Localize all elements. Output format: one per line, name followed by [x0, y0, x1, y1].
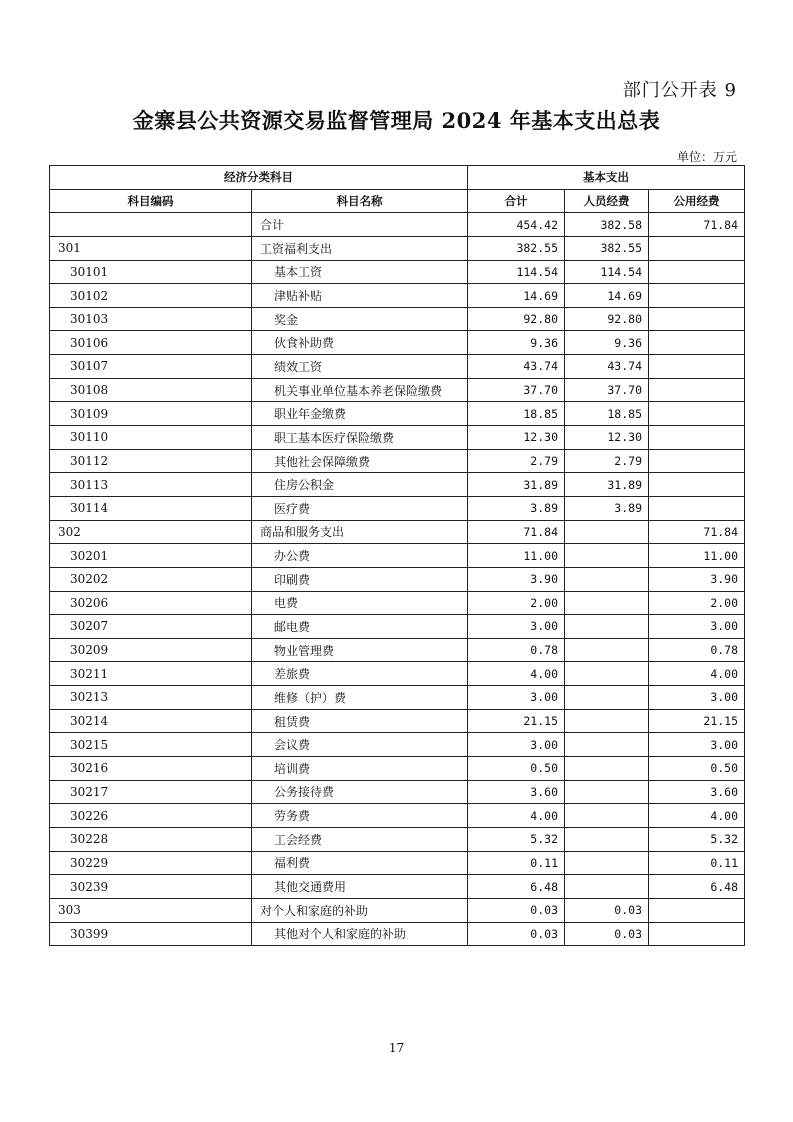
cell-name: 机关事业单位基本养老保险缴费 — [252, 378, 468, 402]
cell-public — [649, 307, 745, 331]
cell-name: 会议费 — [252, 733, 468, 757]
cell-name: 劳务费 — [252, 804, 468, 828]
cell-total: 2.00 — [468, 591, 565, 615]
cell-public: 4.00 — [649, 804, 745, 828]
cell-name: 公务接待费 — [252, 780, 468, 804]
table-row — [50, 851, 745, 875]
cell-code — [50, 213, 252, 237]
cell-name: 职业年金缴费 — [252, 402, 468, 426]
cell-public: 3.60 — [649, 780, 745, 804]
cell-code: 30209 — [50, 638, 252, 662]
cell-personnel — [565, 804, 649, 828]
table-row — [50, 355, 745, 379]
cell-total: 3.60 — [468, 780, 565, 804]
cell-total: 3.00 — [468, 733, 565, 757]
cell-name: 物业管理费 — [252, 638, 468, 662]
header-personnel: 人员经费 — [565, 189, 649, 213]
cell-personnel — [565, 591, 649, 615]
table-row — [50, 567, 745, 591]
cell-total: 5.32 — [468, 827, 565, 851]
cell-code: 30101 — [50, 260, 252, 284]
cell-public — [649, 449, 745, 473]
cell-public: 71.84 — [649, 520, 745, 544]
cell-public — [649, 898, 745, 922]
cell-code: 301 — [50, 236, 252, 260]
cell-name: 办公费 — [252, 544, 468, 568]
cell-name: 维修（护）费 — [252, 686, 468, 710]
cell-name: 工资福利支出 — [252, 236, 468, 260]
cell-name: 印刷费 — [252, 567, 468, 591]
cell-total: 43.74 — [468, 355, 565, 379]
cell-total: 71.84 — [468, 520, 565, 544]
cell-personnel: 382.55 — [565, 236, 649, 260]
cell-total: 0.11 — [468, 851, 565, 875]
cell-public — [649, 426, 745, 450]
table-row — [50, 378, 745, 402]
cell-total: 3.90 — [468, 567, 565, 591]
cell-public — [649, 260, 745, 284]
cell-code: 30112 — [50, 449, 252, 473]
table-row — [50, 284, 745, 308]
cell-public: 3.00 — [649, 615, 745, 639]
table-row — [50, 520, 745, 544]
cell-total: 92.80 — [468, 307, 565, 331]
cell-code: 30215 — [50, 733, 252, 757]
cell-name: 对个人和家庭的补助 — [252, 898, 468, 922]
cell-public — [649, 473, 745, 497]
cell-code: 30108 — [50, 378, 252, 402]
cell-personnel: 382.58 — [565, 213, 649, 237]
cell-total: 454.42 — [468, 213, 565, 237]
cell-code: 30107 — [50, 355, 252, 379]
cell-code: 303 — [50, 898, 252, 922]
table-row — [50, 898, 745, 922]
cell-public: 0.11 — [649, 851, 745, 875]
cell-total: 11.00 — [468, 544, 565, 568]
cell-code: 30226 — [50, 804, 252, 828]
cell-name: 差旅费 — [252, 662, 468, 686]
table-row — [50, 638, 745, 662]
cell-personnel — [565, 638, 649, 662]
cell-public: 3.90 — [649, 567, 745, 591]
cell-personnel — [565, 757, 649, 781]
cell-personnel: 114.54 — [565, 260, 649, 284]
cell-code: 30228 — [50, 827, 252, 851]
cell-code: 30207 — [50, 615, 252, 639]
table-row — [50, 236, 745, 260]
cell-total: 37.70 — [468, 378, 565, 402]
cell-total: 14.69 — [468, 284, 565, 308]
cell-personnel: 3.89 — [565, 496, 649, 520]
header-row-group — [50, 166, 745, 190]
cell-total: 3.89 — [468, 496, 565, 520]
cell-public: 3.00 — [649, 686, 745, 710]
cell-personnel — [565, 780, 649, 804]
table-row — [50, 827, 745, 851]
cell-code: 30110 — [50, 426, 252, 450]
cell-total: 0.50 — [468, 757, 565, 781]
cell-public: 21.15 — [649, 709, 745, 733]
cell-code: 30201 — [50, 544, 252, 568]
cell-personnel — [565, 615, 649, 639]
cell-personnel — [565, 733, 649, 757]
table-row — [50, 402, 745, 426]
cell-public — [649, 236, 745, 260]
header-basic-expenditure: 基本支出 — [468, 166, 745, 190]
cell-total: 2.79 — [468, 449, 565, 473]
cell-public — [649, 355, 745, 379]
cell-name: 绩效工资 — [252, 355, 468, 379]
cell-name: 商品和服务支出 — [252, 520, 468, 544]
cell-public: 71.84 — [649, 213, 745, 237]
cell-public — [649, 284, 745, 308]
header-total: 合计 — [468, 189, 565, 213]
cell-code: 30113 — [50, 473, 252, 497]
cell-code: 30103 — [50, 307, 252, 331]
cell-personnel — [565, 567, 649, 591]
cell-name: 奖金 — [252, 307, 468, 331]
cell-name: 工会经费 — [252, 827, 468, 851]
header-econ-class: 经济分类科目 — [50, 166, 468, 190]
cell-code: 30217 — [50, 780, 252, 804]
cell-name: 其他交通费用 — [252, 875, 468, 899]
cell-name: 医疗费 — [252, 496, 468, 520]
cell-personnel: 9.36 — [565, 331, 649, 355]
table-row — [50, 875, 745, 899]
cell-personnel: 31.89 — [565, 473, 649, 497]
cell-personnel — [565, 662, 649, 686]
header-public: 公用经费 — [649, 189, 745, 213]
table-row — [50, 544, 745, 568]
cell-public — [649, 922, 745, 946]
cell-personnel: 14.69 — [565, 284, 649, 308]
cell-total: 3.00 — [468, 686, 565, 710]
cell-code: 30211 — [50, 662, 252, 686]
cell-name: 福利费 — [252, 851, 468, 875]
cell-code: 30206 — [50, 591, 252, 615]
cell-name: 其他对个人和家庭的补助 — [252, 922, 468, 946]
table-row — [50, 804, 745, 828]
cell-personnel — [565, 827, 649, 851]
table-row — [50, 615, 745, 639]
table-row — [50, 449, 745, 473]
cell-code: 30239 — [50, 875, 252, 899]
cell-total: 0.03 — [468, 922, 565, 946]
cell-personnel: 92.80 — [565, 307, 649, 331]
table-row — [50, 331, 745, 355]
cell-name: 邮电费 — [252, 615, 468, 639]
table-row — [50, 473, 745, 497]
cell-total: 0.03 — [468, 898, 565, 922]
table-row — [50, 686, 745, 710]
cell-name: 职工基本医疗保险缴费 — [252, 426, 468, 450]
cell-name: 伙食补助费 — [252, 331, 468, 355]
cell-name: 合计 — [252, 213, 468, 237]
cell-name: 住房公积金 — [252, 473, 468, 497]
unit-label: 单位：万元 — [676, 150, 737, 164]
cell-total: 12.30 — [468, 426, 565, 450]
cell-code: 30202 — [50, 567, 252, 591]
table-row — [50, 922, 745, 946]
header-row-columns — [50, 189, 745, 213]
cell-total: 382.55 — [468, 236, 565, 260]
cell-name: 电费 — [252, 591, 468, 615]
table-row — [50, 591, 745, 615]
page-title: 金寨县公共资源交易监督管理局 2024 年基本支出总表 — [132, 108, 661, 133]
cell-personnel — [565, 851, 649, 875]
table-row — [50, 709, 745, 733]
cell-personnel: 18.85 — [565, 402, 649, 426]
table-row — [50, 213, 745, 237]
cell-personnel — [565, 875, 649, 899]
cell-personnel — [565, 544, 649, 568]
page-number: 17 — [388, 1041, 405, 1055]
cell-public: 0.50 — [649, 757, 745, 781]
cell-total: 21.15 — [468, 709, 565, 733]
cell-public: 11.00 — [649, 544, 745, 568]
cell-personnel: 0.03 — [565, 922, 649, 946]
cell-code: 30399 — [50, 922, 252, 946]
cell-personnel: 43.74 — [565, 355, 649, 379]
table-row — [50, 307, 745, 331]
table-row — [50, 662, 745, 686]
cell-total: 4.00 — [468, 804, 565, 828]
cell-code: 30114 — [50, 496, 252, 520]
cell-code: 30216 — [50, 757, 252, 781]
cell-code: 302 — [50, 520, 252, 544]
cell-public: 3.00 — [649, 733, 745, 757]
cell-total: 31.89 — [468, 473, 565, 497]
cell-name: 租赁费 — [252, 709, 468, 733]
cell-name: 基本工资 — [252, 260, 468, 284]
table-row — [50, 780, 745, 804]
cell-public: 4.00 — [649, 662, 745, 686]
cell-code: 30229 — [50, 851, 252, 875]
cell-name: 培训费 — [252, 757, 468, 781]
cell-personnel — [565, 709, 649, 733]
table-row — [50, 757, 745, 781]
cell-public: 6.48 — [649, 875, 745, 899]
header-code: 科目编码 — [50, 189, 252, 213]
cell-code: 30213 — [50, 686, 252, 710]
cell-public — [649, 331, 745, 355]
cell-code: 30102 — [50, 284, 252, 308]
cell-total: 9.36 — [468, 331, 565, 355]
cell-personnel: 2.79 — [565, 449, 649, 473]
cell-personnel — [565, 520, 649, 544]
cell-total: 4.00 — [468, 662, 565, 686]
cell-public: 5.32 — [649, 827, 745, 851]
cell-public — [649, 496, 745, 520]
table-row — [50, 496, 745, 520]
table-row — [50, 426, 745, 450]
cell-total: 3.00 — [468, 615, 565, 639]
cell-public — [649, 378, 745, 402]
cell-name: 其他社会保障缴费 — [252, 449, 468, 473]
cell-personnel: 12.30 — [565, 426, 649, 450]
cell-personnel — [565, 686, 649, 710]
cell-personnel: 37.70 — [565, 378, 649, 402]
cell-total: 6.48 — [468, 875, 565, 899]
cell-total: 114.54 — [468, 260, 565, 284]
cell-public: 2.00 — [649, 591, 745, 615]
table-row — [50, 260, 745, 284]
cell-public: 0.78 — [649, 638, 745, 662]
cell-total: 18.85 — [468, 402, 565, 426]
cell-code: 30214 — [50, 709, 252, 733]
header-name: 科目名称 — [252, 189, 468, 213]
cell-total: 0.78 — [468, 638, 565, 662]
cell-personnel: 0.03 — [565, 898, 649, 922]
basic-expenditure-table — [49, 165, 745, 946]
cell-code: 30106 — [50, 331, 252, 355]
table-number: 部门公开表 9 — [622, 80, 737, 101]
cell-name: 津贴补贴 — [252, 284, 468, 308]
cell-public — [649, 402, 745, 426]
cell-code: 30109 — [50, 402, 252, 426]
table-body — [50, 213, 745, 946]
table-row — [50, 733, 745, 757]
